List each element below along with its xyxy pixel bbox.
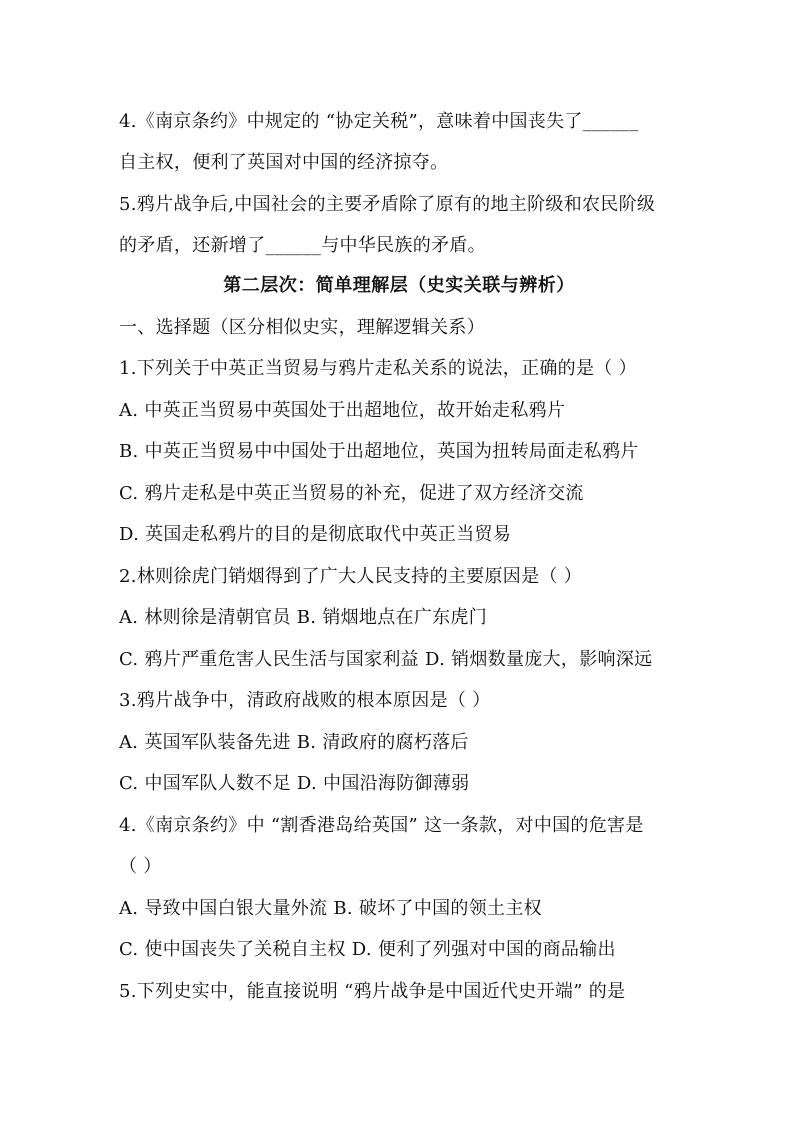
question-2-options-cd: C. 鸦片严重危害人民生活与国家利益 D. 销烟数量庞大，影响深远 (119, 649, 653, 670)
question-3-stem: 3.鸦片战争中，清政府战败的根本原因是（ ） (119, 690, 491, 711)
question-2-options-ab: A. 林则徐是清朝官员 B. 销烟地点在广东虎门 (119, 607, 488, 628)
question-3-options-ab: A. 英国军队装备先进 B. 清政府的腐朽落后 (119, 732, 469, 753)
section-heading: 第二层次：简单理解层（史实关联与辨析） (223, 275, 575, 296)
question-1-option-c: C. 鸦片走私是中英正当贸易的补充，促进了双方经济交流 (119, 483, 584, 504)
question-4-options-cd: C. 使中国丧失了关税自主权 D. 便利了列强对中国的商品输出 (119, 939, 616, 960)
section-subheading: 一、选择题（区分相似史实，理解逻辑关系） (119, 317, 485, 338)
fill-in-question-5-line-1: 5.鸦片战争后,中国社会的主要矛盾除了原有的地主阶级和农民阶级 (119, 194, 656, 215)
question-4-stem: 4.《南京条约》中 “割香港岛给英国” 这一条款，对中国的危害是 (119, 815, 644, 836)
question-4-options-ab: A. 导致中国白银大量外流 B. 破坏了中国的领土主权 (119, 898, 542, 919)
fill-in-question-5-line-2: 的矛盾，还新增了______与中华民族的矛盾。 (119, 235, 486, 256)
question-1-stem: 1.下列关于中英正当贸易与鸦片走私关系的说法，正确的是（ ） (119, 358, 637, 379)
fill-in-question-4-line-1: 4.《南京条约》中规定的 “协定关税”，意味着中国丧失了______ (119, 111, 639, 132)
question-3-options-cd: C. 中国军队人数不足 D. 中国沿海防御薄弱 (119, 773, 470, 794)
question-1-option-b: B. 中英正当贸易中中国处于出超地位，英国为扭转局面走私鸦片 (119, 441, 639, 462)
question-2-stem: 2.林则徐虎门销烟得到了广大人民支持的主要原因是（ ） (119, 566, 582, 587)
question-1-option-a: A. 中英正当贸易中英国处于出超地位，故开始走私鸦片 (119, 400, 566, 421)
question-5-stem: 5.下列史实中，能直接说明 “鸦片战争是中国近代史开端” 的是 (119, 981, 626, 1002)
fill-in-question-4-line-2: 自主权，便利了英国对中国的经济掠夺。 (119, 152, 449, 173)
question-4-answer-bracket: （ ） (119, 856, 162, 877)
question-1-option-d: D. 英国走私鸦片的目的是彻底取代中英正当贸易 (119, 524, 512, 545)
